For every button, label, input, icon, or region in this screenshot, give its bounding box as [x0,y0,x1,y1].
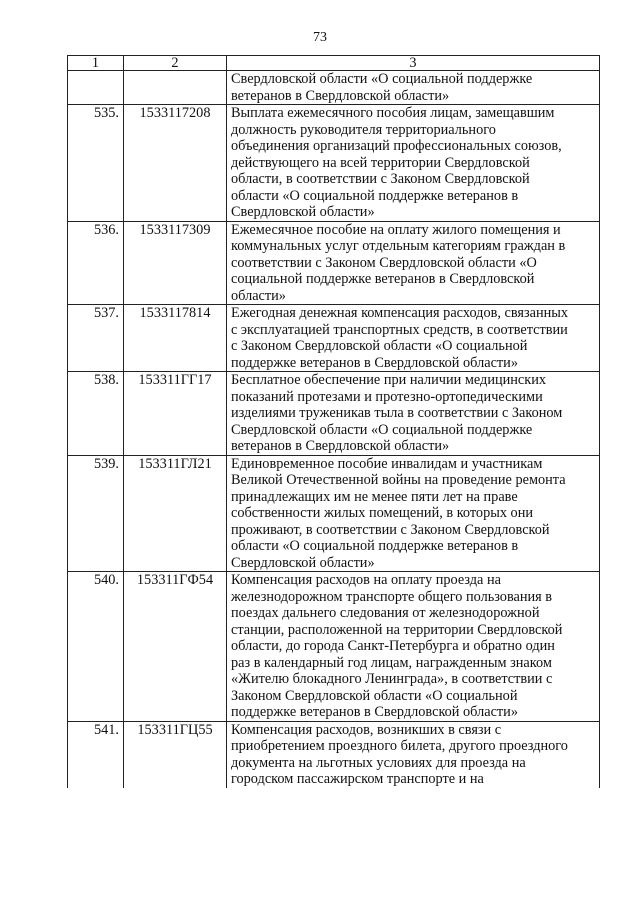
description-line: Свердловской области «О социальной поддержке [231,71,533,87]
description-line: соответствии с Законом Свердловской области «О [231,254,537,271]
description-line: приобретением проездного билета, другого проездного [231,738,568,754]
description-line: железнодорожном транспорте общего пользования в [231,588,553,605]
row-number: 537. [68,305,124,372]
row-description [227,721,600,788]
description-line: Великой Отечественной войны на проведение ремонта [231,472,566,488]
table-row [68,372,600,456]
table-row [68,221,600,305]
description-line: действующего на всей территории Свердловской [231,154,530,171]
description-line: социальной поддержке ветеранов в Свердловской [231,271,535,287]
description-line: с эксплуатацией транспортных средств, в соответствии [231,321,568,338]
table-row [68,572,600,722]
description-line: Свердловской области «О социальной поддержке [231,421,533,438]
description-line: раз в календарный год лицам, награжденным знаком [231,654,552,671]
description-line: Свердловской области» [231,204,375,220]
classification-code: 153311ГЦ55 [124,721,227,788]
description-line: Компенсация расходов на оплату проезда на [231,572,501,588]
description-line: Единовременное пособие инвалидам и участникам [231,455,543,472]
classification-code: 1533117309 [124,221,227,305]
description-line: ветеранов в Свердловской области» [231,438,450,454]
description-line: Ежемесячное пособие на оплату жилого помещения и [231,221,561,238]
row-number: 540. [68,572,124,722]
description-line: показаний протезами и протезно-ортопедическими [231,388,543,405]
row-description [227,572,600,722]
description-line: области, в соответствии с Законом Свердловской [231,171,530,187]
table-header-row [68,56,600,71]
description-line: собственности жилых помещений, в которых они [231,505,534,521]
table-body [68,71,600,788]
row-description [227,105,600,222]
description-line: станции, расположенной на территории Свердловской [231,621,563,638]
description-line: Законом Свердловской области «О социальной [231,687,518,704]
description-line: «Жителю блокадного Ленинграда», в соответствии с [231,671,553,687]
description-line: поддержке ветеранов в Свердловской области» [231,354,518,371]
column-header-description: 3 [227,56,600,71]
classification-code: 1533117208 [124,105,227,222]
description-line: документа на льготных условиях для проезда на [231,754,526,771]
description-line: Компенсация расходов, возникших в связи с [231,721,502,738]
row-description [227,372,600,456]
classification-code: 153311ГГ17 [124,372,227,456]
row-number [68,71,124,105]
classification-code: 153311ГФ54 [124,572,227,722]
classification-code: 153311ГЛ21 [124,455,227,572]
description-line: области, до города Санкт-Петербурга и обратно один [231,638,555,654]
description-line: Бесплатное обеспечение при наличии медицинских [231,372,547,388]
table-row [68,721,600,788]
classification-code [124,71,227,105]
description-line: области «О социальной поддержке ветеранов в [231,538,519,554]
row-description [227,71,600,105]
column-header-code: 2 [124,56,227,71]
description-line: с Законом Свердловской области «О социальной [231,338,528,354]
row-number: 541. [68,721,124,788]
description-line: принадлежащих им не менее пяти лет на праве [231,488,518,505]
classification-code: 1533117814 [124,305,227,372]
row-number: 535. [68,105,124,222]
table-row [68,71,600,105]
description-line: объединения организаций профессиональных союзов, [231,138,562,154]
description-line: поездах дальнего следования от железнодорожной [231,605,540,621]
description-line: изделиями труженикав тыла в соответствии с Законом [231,405,563,421]
column-header-number: 1 [68,56,124,71]
table-row [68,105,600,222]
description-line: ветеранов в Свердловской области» [231,87,450,104]
row-description [227,305,600,372]
table-row [68,305,600,372]
table-row [68,455,600,572]
row-number: 539. [68,455,124,572]
row-number: 538. [68,372,124,456]
row-description [227,221,600,305]
description-line: поддержке ветеранов в Свердловской области» [231,704,518,720]
row-number: 536. [68,221,124,305]
description-line: Ежегодная денежная компенсация расходов, связанных [231,305,569,321]
row-description [227,455,600,572]
description-line: городском пассажирском транспорте и на [231,771,484,787]
description-line: проживают, в соответствии с Законом Свердловской [231,521,550,538]
page-number: 73 [313,30,327,45]
description-line: Свердловской области» [231,554,375,571]
description-line: должность руководителя территориального [231,121,496,138]
description-line: области «О социальной поддержке ветеранов в [231,187,519,204]
description-line: области» [231,287,286,304]
description-line: коммунальных услуг отдельным категориям граждан в [231,238,566,254]
budget-classification-table [67,55,600,788]
description-line: Выплата ежемесячного пособия лицам, замещавшим [231,105,555,121]
